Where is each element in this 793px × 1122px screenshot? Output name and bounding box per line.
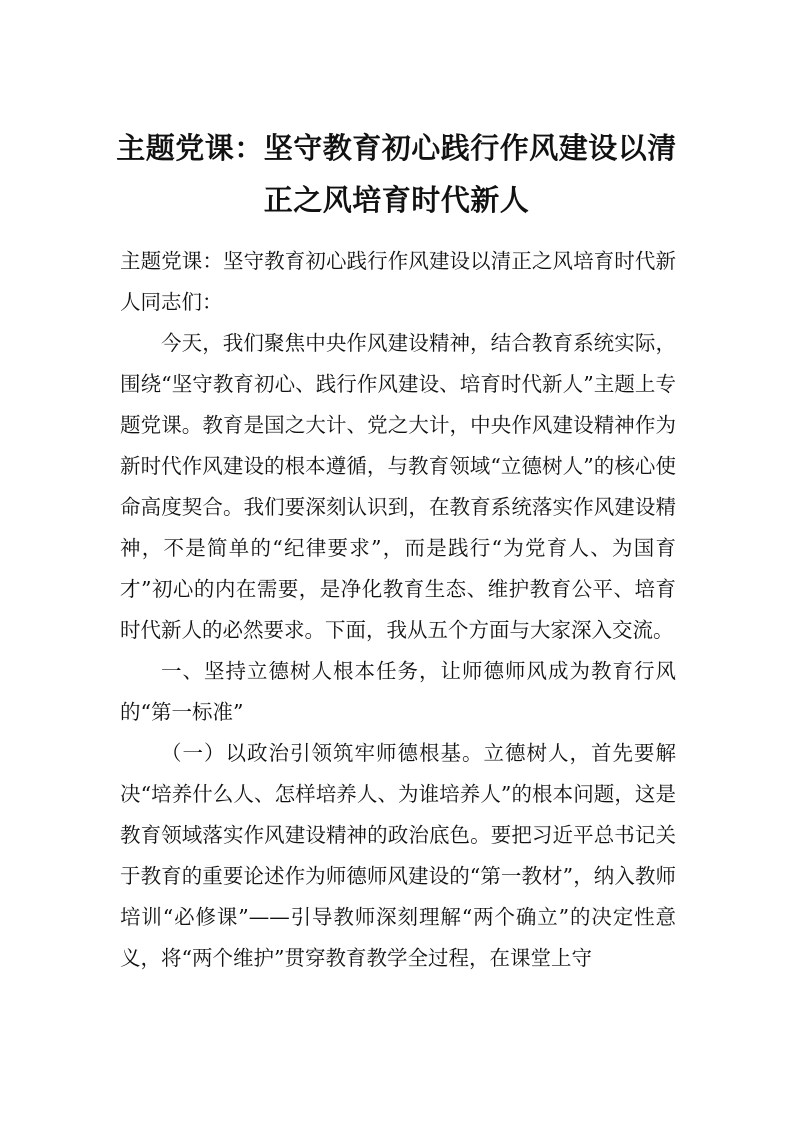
document-title: 主题党课：坚守教育初心践行作风建设以清正之风培育时代新人 [116,131,677,217]
subsection-paragraph: （一）以政治引领筑牢师德根基。立德树人，首先要解决“培养什么人、怎样培养人、为谁培养人”的根本问题，这是教育领域落实作风建设精神的政治底色。要把习近平总书记关于教育的重要论述作为师德师风建设的“第一教材”，纳入教师培训“必修课”——引导教师深刻理解“两个确立”的决定性意义，将“两个维护”贯穿教育教学全过程，在课堂上守 [120,741,676,970]
document-body [120,241,676,979]
opening-paragraph: 主题党课：坚守教育初心践行作风建设以清正之风培育时代新人同志们： [120,249,676,314]
intro-paragraph: 今天，我们聚焦中央作风建设精神，结合教育系统实际，围绕“坚守教育初心、践行作风建设、培育时代新人”主题上专题党课。教育是国之大计、党之大计，中央作风建设精神作为新时代作风建设的根本遵循，与教育领域“立德树人”的核心使命高度契合。我们要深刻认识到，在教育系统落实作风建设精神，不是简单的“纪律要求”，而是践行“为党育人、为国育才”初心的内在需要，是净化教育生态、维护教育公平、培育时代新人的必然要求。下面，我从五个方面与大家深入交流。 [120,331,676,642]
section-heading: 一、坚持立德树人根本任务，让师德师风成为教育行风的“第一标准” [120,659,676,724]
